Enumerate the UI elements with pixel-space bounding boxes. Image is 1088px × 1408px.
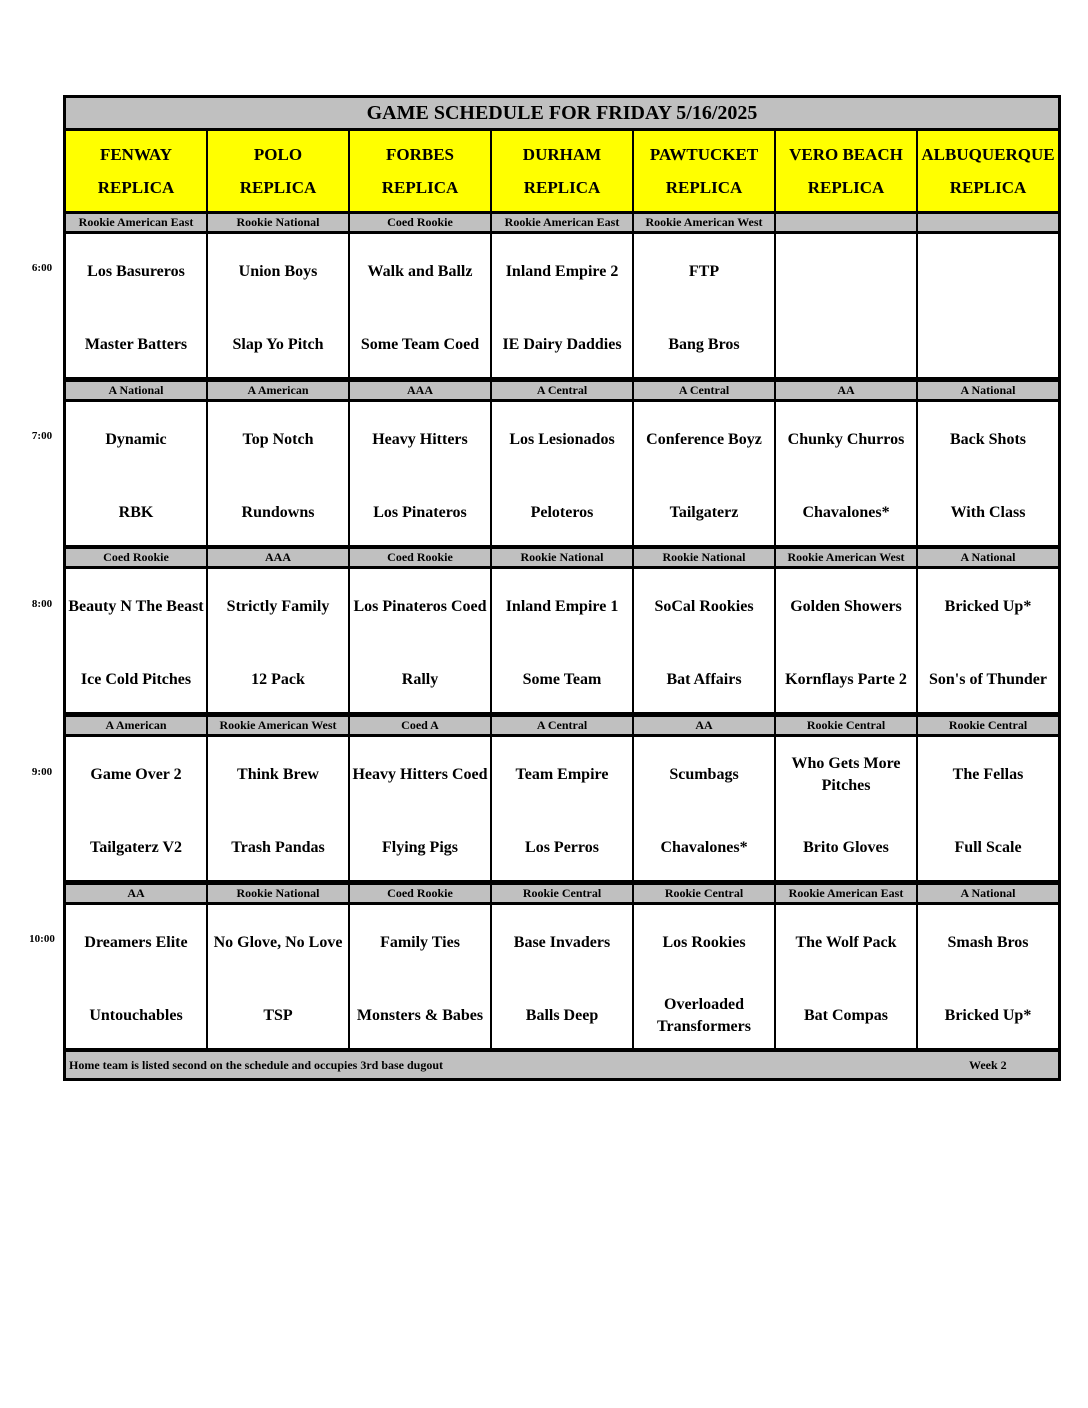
away-team: Walk and Ballz	[367, 263, 473, 280]
time-label: 10:00	[29, 933, 55, 945]
away-team: Team Empire	[515, 766, 609, 783]
division-label: A Central	[492, 382, 632, 399]
time-label: 9:00	[31, 766, 53, 778]
venue-name: DURHAM	[522, 145, 602, 164]
division-label: Rookie Central	[492, 885, 632, 902]
home-team: Untouchables	[89, 1007, 183, 1024]
division-label: Rookie National	[208, 885, 348, 902]
division-label: A National	[918, 549, 1058, 566]
away-team	[776, 248, 916, 296]
game-cell	[350, 569, 490, 712]
home-team: Rally	[401, 671, 439, 688]
division-label: Rookie National	[208, 214, 348, 231]
home-team: Some Team Coed	[360, 336, 480, 353]
home-team: Bricked Up*	[944, 1007, 1032, 1024]
home-team: Some Team	[522, 671, 602, 688]
game-cell	[776, 402, 916, 545]
away-team: SoCal Rookies	[654, 598, 754, 615]
home-team: Overloaded Transformers	[657, 996, 751, 1035]
division-label: Rookie American East	[492, 214, 632, 231]
away-team: Back Shots	[949, 431, 1027, 448]
home-team: Bat Compas	[803, 1007, 888, 1024]
venue-header	[918, 131, 1058, 211]
away-team: Golden Showers	[790, 598, 902, 615]
away-team: No Glove, No Love	[213, 934, 343, 951]
game-cell	[918, 737, 1058, 880]
home-team: Kornflays Parte 2	[785, 671, 907, 688]
game-cell	[492, 234, 632, 377]
home-team: Bang Bros	[668, 336, 740, 353]
home-team: Chavalones*	[660, 839, 748, 856]
away-team: Heavy Hitters	[372, 431, 468, 448]
home-team: Brito Gloves	[803, 839, 889, 856]
game-cell	[66, 234, 206, 377]
game-cell	[776, 737, 916, 880]
home-team: Ice Cold Pitches	[80, 671, 192, 688]
game-cell	[208, 402, 348, 545]
game-cell	[66, 402, 206, 545]
home-team	[776, 321, 916, 369]
game-cell	[918, 569, 1058, 712]
game-cell	[918, 402, 1058, 545]
venue-header	[634, 131, 774, 211]
division-label: Coed A	[350, 717, 490, 734]
division-label: Rookie American West	[634, 214, 774, 231]
away-team: Inland Empire 2	[505, 263, 619, 280]
home-team: Monsters & Babes	[356, 1007, 484, 1024]
away-team	[918, 248, 1058, 296]
away-team: Chunky Churros	[787, 431, 905, 448]
away-team: Los Rookies	[662, 934, 746, 951]
game-cell	[634, 905, 774, 1048]
division-label: AA	[634, 717, 774, 734]
game-cell	[208, 234, 348, 377]
game-cell	[492, 737, 632, 880]
away-team: Bricked Up*	[944, 598, 1032, 615]
game-cell	[634, 569, 774, 712]
venue-subtitle: REPLICA	[523, 178, 601, 197]
division-label: AAA	[350, 382, 490, 399]
footer-note: Home team is listed second on the schedule and occupies 3rd base dugout	[69, 1058, 444, 1072]
home-team: Balls Deep	[525, 1007, 599, 1024]
home-team: Trash Pandas	[231, 839, 325, 856]
division-label: Coed Rookie	[350, 214, 490, 231]
away-team: Union Boys	[238, 263, 318, 280]
game-cell	[350, 737, 490, 880]
home-team: Rundowns	[241, 504, 315, 521]
home-team: Bat Affairs	[666, 671, 742, 688]
week-label: Week 2	[969, 1058, 1007, 1072]
home-team: Son's of Thunder	[929, 671, 1047, 688]
venue-name: POLO	[253, 145, 303, 164]
division-label: Coed Rookie	[350, 549, 490, 566]
division-label: AA	[66, 885, 206, 902]
home-team: Master Batters	[84, 336, 188, 353]
away-team: Los Lesionados	[509, 431, 615, 448]
away-team: Dynamic	[105, 431, 167, 448]
venue-subtitle: REPLICA	[807, 178, 885, 197]
division-label: Rookie Central	[634, 885, 774, 902]
division-label	[776, 214, 916, 231]
home-team: Slap Yo Pitch	[232, 336, 324, 353]
home-team: RBK	[118, 504, 154, 521]
division-label: Rookie American West	[208, 717, 348, 734]
game-cell	[350, 402, 490, 545]
home-team: Peloteros	[530, 504, 594, 521]
division-label: A American	[208, 382, 348, 399]
away-team: Smash Bros	[947, 934, 1029, 951]
game-cell	[350, 905, 490, 1048]
away-team: Game Over 2	[90, 766, 182, 783]
away-team: Think Brew	[237, 766, 319, 783]
game-cell	[634, 737, 774, 880]
venue-subtitle: REPLICA	[239, 178, 317, 197]
division-label: A National	[66, 382, 206, 399]
time-label: 7:00	[31, 430, 53, 442]
game-cell	[776, 234, 916, 377]
away-team: Dreamers Elite	[84, 934, 188, 951]
game-cell	[66, 905, 206, 1048]
home-team	[918, 321, 1058, 369]
away-team: The Fellas	[952, 766, 1024, 783]
schedule-table	[63, 95, 1061, 1081]
venue-name: PAWTUCKET	[649, 145, 759, 164]
game-cell	[634, 234, 774, 377]
schedule-footer	[66, 1052, 1058, 1078]
venue-header	[66, 131, 206, 211]
home-team: Tailgaterz	[669, 504, 739, 521]
game-cell	[492, 569, 632, 712]
division-label: Coed Rookie	[350, 885, 490, 902]
home-team: TSP	[263, 1007, 293, 1024]
division-label: A Central	[634, 382, 774, 399]
venue-subtitle: REPLICA	[381, 178, 459, 197]
division-label: Rookie National	[634, 549, 774, 566]
away-team: Heavy Hitters Coed	[352, 766, 488, 783]
game-cell	[776, 569, 916, 712]
home-team: Los Pinateros	[373, 504, 467, 521]
away-team: Inland Empire 1	[505, 598, 619, 615]
time-label: 8:00	[31, 598, 53, 610]
away-team: FTP	[688, 263, 720, 280]
schedule-title: GAME SCHEDULE FOR FRIDAY 5/16/2025	[66, 98, 1058, 128]
venue-header	[350, 131, 490, 211]
game-cell	[492, 905, 632, 1048]
division-label: AAA	[208, 549, 348, 566]
division-label: A American	[66, 717, 206, 734]
division-label: A Central	[492, 717, 632, 734]
home-team: IE Dairy Daddies	[502, 336, 622, 353]
game-cell	[918, 905, 1058, 1048]
away-team: Scumbags	[669, 766, 739, 783]
home-team: Tailgaterz V2	[90, 839, 182, 856]
away-team: Conference Boyz	[646, 431, 762, 448]
game-cell	[208, 569, 348, 712]
venue-name: FENWAY	[99, 145, 173, 164]
game-cell	[66, 569, 206, 712]
venue-header	[208, 131, 348, 211]
away-team: Base Invaders	[513, 934, 611, 951]
game-cell	[208, 905, 348, 1048]
game-cell	[66, 737, 206, 880]
away-team: Los Basureros	[87, 263, 185, 280]
venue-subtitle: REPLICA	[949, 178, 1027, 197]
division-label: Rookie American West	[776, 549, 916, 566]
away-team: Family Ties	[380, 934, 460, 951]
division-label: AA	[776, 382, 916, 399]
division-label: Coed Rookie	[66, 549, 206, 566]
game-cell	[634, 402, 774, 545]
game-cell	[776, 905, 916, 1048]
venue-subtitle: REPLICA	[665, 178, 743, 197]
venue-name: FORBES	[385, 145, 455, 164]
away-team: The Wolf Pack	[795, 934, 897, 951]
game-cell	[350, 234, 490, 377]
away-team: Beauty N The Beast	[68, 598, 204, 615]
away-team: Top Notch	[242, 431, 314, 448]
division-label: A National	[918, 382, 1058, 399]
division-label: Rookie American East	[776, 885, 916, 902]
home-team: Full Scale	[954, 839, 1022, 856]
home-team: Flying Pigs	[381, 839, 458, 856]
game-cell	[208, 737, 348, 880]
home-team: Los Perros	[525, 839, 599, 856]
game-cell	[918, 234, 1058, 377]
game-cell	[492, 402, 632, 545]
venue-name: VERO BEACH	[789, 145, 903, 164]
division-label: Rookie Central	[918, 717, 1058, 734]
home-team: With Class	[950, 504, 1026, 521]
venue-name: ALBUQUERQUE	[921, 145, 1055, 164]
division-label	[918, 214, 1058, 231]
venue-header	[492, 131, 632, 211]
division-label: Rookie Central	[776, 717, 916, 734]
division-label: A National	[918, 885, 1058, 902]
away-team: Strictly Family	[226, 598, 330, 615]
home-team: Chavalones*	[802, 504, 890, 521]
time-label: 6:00	[31, 262, 53, 274]
away-team: Los Pinateros Coed	[353, 598, 487, 615]
home-team: 12 Pack	[251, 671, 305, 688]
venue-subtitle: REPLICA	[97, 178, 175, 197]
division-label: Rookie National	[492, 549, 632, 566]
venue-header	[776, 131, 916, 211]
away-team: Who Gets More Pitches	[791, 755, 901, 794]
division-label: Rookie American East	[66, 214, 206, 231]
